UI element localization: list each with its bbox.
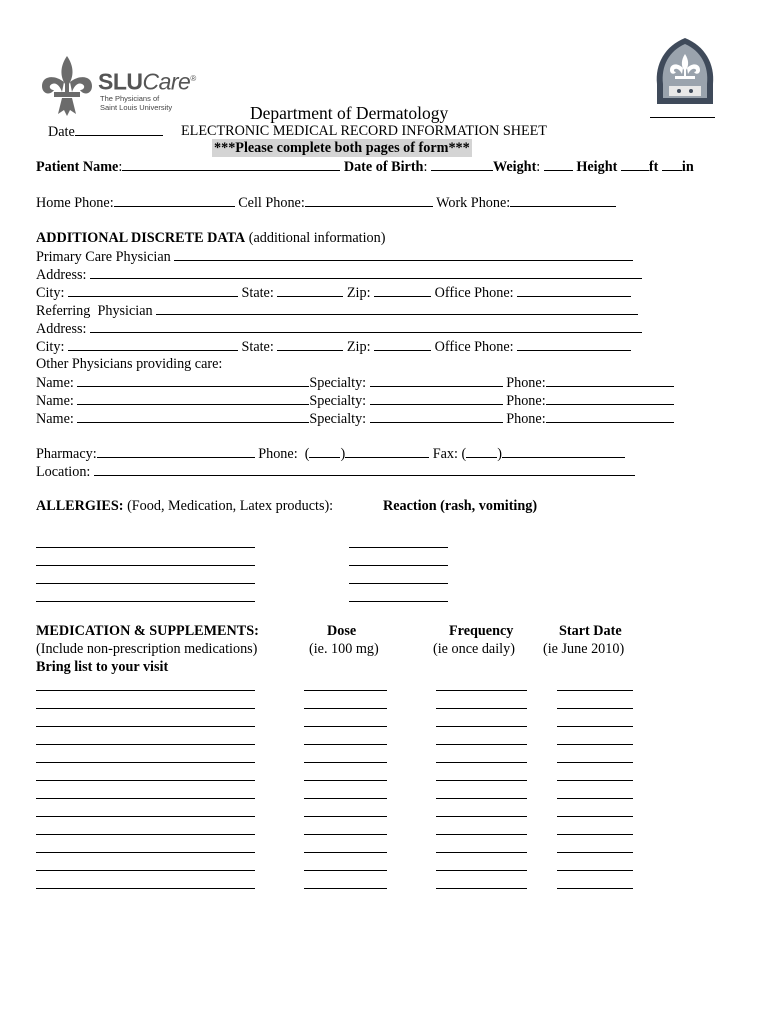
logo-brand-italic: Care — [142, 68, 191, 95]
start-date-field[interactable] — [557, 744, 633, 745]
frequency-field[interactable] — [436, 852, 527, 853]
patient-name-field[interactable] — [122, 157, 340, 171]
weight-field[interactable] — [544, 157, 573, 171]
cell-phone-field[interactable] — [305, 193, 433, 207]
seal-blank — [650, 117, 715, 118]
date-row — [48, 122, 163, 141]
dose-field[interactable] — [304, 816, 387, 817]
patient-row: Patient Name: Date of Birth: Weight: Height ft in — [36, 159, 694, 175]
pcp-office-phone-label: Office Phone: — [434, 285, 514, 301]
frequency-field[interactable] — [436, 834, 527, 835]
frequency-field[interactable] — [436, 708, 527, 709]
medication-name-field[interactable] — [36, 798, 255, 799]
location-row — [36, 462, 635, 481]
dose-field[interactable] — [304, 726, 387, 727]
other-phone-label: Phone: — [506, 375, 546, 391]
allergy-field[interactable] — [36, 565, 255, 566]
dose-example: (ie. 100 mg) — [309, 641, 379, 657]
start-date-field[interactable] — [557, 852, 633, 853]
ref-zip-field[interactable] — [374, 337, 431, 351]
pcp-city-label: City: — [36, 285, 65, 301]
referring-row — [36, 301, 638, 320]
pcp-label: Primary Care Physician — [36, 249, 171, 265]
height-label: Height — [576, 159, 618, 175]
university-seal — [649, 36, 721, 116]
referring-label: Referring Physician — [36, 303, 153, 319]
logo-sub2: Saint Louis University — [100, 103, 173, 112]
dose-field[interactable] — [304, 888, 387, 889]
reaction-heading: Reaction (rash, vomiting) — [383, 498, 538, 514]
other-specialty-label: Specialty: — [309, 393, 367, 409]
other-specialty-label: Specialty: — [309, 411, 367, 427]
ref-city-field[interactable] — [68, 337, 238, 351]
frequency-example: (ie once daily) — [433, 641, 515, 657]
pharmacy-phone-field[interactable] — [345, 444, 429, 458]
frequency-field[interactable] — [436, 870, 527, 871]
other-phone-field[interactable] — [546, 409, 674, 423]
frequency-field[interactable] — [436, 744, 527, 745]
medications-heading: MEDICATION & SUPPLEMENTS: — [36, 623, 259, 639]
dose-field[interactable] — [304, 762, 387, 763]
logo-sub1: The Physicians of — [100, 94, 160, 103]
medication-name-field[interactable] — [36, 780, 255, 781]
home-phone-label: Home Phone: — [36, 195, 114, 211]
pharmacy-fax-field[interactable] — [502, 444, 625, 458]
reaction-field[interactable] — [349, 583, 448, 584]
dose-field[interactable] — [304, 780, 387, 781]
start-date-field[interactable] — [557, 834, 633, 835]
start-date-field[interactable] — [557, 816, 633, 817]
dose-field[interactable] — [304, 870, 387, 871]
medication-name-field[interactable] — [36, 744, 255, 745]
discrete-heading-note: (additional information) — [248, 230, 386, 246]
medication-name-field[interactable] — [36, 708, 255, 709]
medication-name-field[interactable] — [36, 852, 255, 853]
ft-label: ft — [648, 159, 659, 175]
dose-heading: Dose — [327, 623, 357, 639]
medication-name-field[interactable] — [36, 690, 255, 691]
start-date-field[interactable] — [557, 798, 633, 799]
other-physicians-label: Other Physicians providing care: — [36, 356, 223, 372]
logo-brand: SLU — [98, 68, 143, 95]
dose-field[interactable] — [304, 798, 387, 799]
in-label: in — [681, 159, 694, 175]
other-specialty-field[interactable] — [370, 409, 503, 423]
start-date-field[interactable] — [557, 762, 633, 763]
pharmacy-field[interactable] — [97, 444, 255, 458]
pcp-address-field[interactable] — [90, 265, 642, 279]
pharmacy-label: Pharmacy: — [36, 446, 97, 462]
pharmacy-fax-area-field[interactable] — [466, 444, 497, 458]
height-ft-field[interactable] — [621, 157, 649, 171]
ref-address-label: Address: — [36, 321, 87, 337]
pcp-row — [36, 247, 633, 266]
location-field[interactable] — [94, 462, 635, 476]
pcp-zip-label: Zip: — [346, 285, 371, 301]
discrete-heading-row — [36, 229, 385, 247]
discrete-heading: ADDITIONAL DISCRETE DATA — [36, 230, 246, 246]
other-specialty-field[interactable] — [370, 391, 503, 405]
medication-name-field[interactable] — [36, 870, 255, 871]
shield-icon — [649, 36, 721, 116]
frequency-field[interactable] — [436, 690, 527, 691]
other-physician-row — [36, 373, 674, 392]
home-phone-field[interactable] — [114, 193, 235, 207]
other-physician-row — [36, 391, 674, 410]
frequency-field[interactable] — [436, 888, 527, 889]
dose-field[interactable] — [304, 852, 387, 853]
other-name-field[interactable] — [77, 409, 309, 423]
pharmacy-fax-label: Fax: ( — [432, 446, 467, 462]
work-phone-label: Work Phone: — [436, 195, 511, 211]
referring-field[interactable] — [156, 301, 638, 315]
pcp-state-field[interactable] — [277, 283, 343, 297]
height-in-field[interactable] — [662, 157, 682, 171]
fleur-de-lis-icon — [38, 52, 96, 118]
medication-name-field[interactable] — [36, 834, 255, 835]
dose-field[interactable] — [304, 744, 387, 745]
reaction-field[interactable] — [349, 601, 448, 602]
dose-field[interactable] — [304, 690, 387, 691]
other-specialty-field[interactable] — [370, 373, 503, 387]
start-date-heading: Start Date — [559, 623, 622, 639]
other-phone-label: Phone: — [506, 393, 546, 409]
start-date-field[interactable] — [557, 726, 633, 727]
ref-city-label: City: — [36, 339, 65, 355]
allergy-field[interactable] — [36, 547, 255, 548]
pharmacy-row: Pharmacy: Phone: ( ) Fax: ( ) — [36, 444, 625, 463]
other-phone-field[interactable] — [546, 373, 674, 387]
frequency-field[interactable] — [436, 816, 527, 817]
allergy-field[interactable] — [36, 601, 255, 602]
medications-bring-note: Bring list to your visit — [36, 659, 169, 675]
reaction-field[interactable] — [349, 547, 448, 548]
ref-office-phone-label: Office Phone: — [434, 339, 514, 355]
start-date-field[interactable] — [557, 888, 633, 889]
frequency-field[interactable] — [436, 798, 527, 799]
complete-notice: ***Please complete both pages of form*** — [214, 140, 470, 156]
weight-label: Weight — [492, 159, 537, 175]
date-field[interactable] — [75, 122, 163, 136]
pcp-state-label: State: — [241, 285, 274, 301]
start-date-field[interactable] — [557, 690, 633, 691]
start-date-field[interactable] — [557, 870, 633, 871]
cell-phone-label: Cell Phone: — [238, 195, 305, 211]
ref-city-row — [36, 337, 631, 356]
allergies-heading-row — [36, 497, 333, 515]
allergies-heading: ALLERGIES: — [36, 498, 124, 514]
dob-label: Date of Birth — [343, 159, 424, 175]
slucare-logo — [38, 52, 218, 118]
medication-name-field[interactable] — [36, 762, 255, 763]
pcp-office-phone-field[interactable] — [517, 283, 631, 297]
medication-name-field[interactable] — [36, 888, 255, 889]
medication-name-field[interactable] — [36, 816, 255, 817]
pcp-city-field[interactable] — [68, 283, 238, 297]
logo-subtitle — [100, 94, 172, 112]
ref-zip-label: Zip: — [346, 339, 371, 355]
ref-office-phone-field[interactable] — [517, 337, 631, 351]
date-label: Date — [48, 124, 75, 140]
logo-wordmark: SLUCare® — [98, 68, 196, 95]
other-phone-label: Phone: — [506, 411, 546, 427]
other-specialty-label: Specialty: — [309, 375, 367, 391]
other-name-label: Name: — [36, 411, 74, 427]
department-title: Department of Dermatology — [250, 103, 449, 123]
phones-row — [36, 193, 616, 212]
other-name-field[interactable] — [77, 391, 309, 405]
frequency-field[interactable] — [436, 726, 527, 727]
pcp-field[interactable] — [174, 247, 633, 261]
start-date-field[interactable] — [557, 708, 633, 709]
ref-address-field[interactable] — [90, 319, 642, 333]
sheet-title: ELECTRONIC MEDICAL RECORD INFORMATION SHEET — [181, 123, 547, 139]
frequency-field[interactable] — [436, 762, 527, 763]
pcp-address-row — [36, 265, 642, 284]
other-name-label: Name: — [36, 375, 74, 391]
other-name-field[interactable] — [77, 373, 309, 387]
frequency-heading: Frequency — [449, 623, 514, 639]
frequency-field[interactable] — [436, 780, 527, 781]
pharmacy-phone-area-field[interactable] — [309, 444, 340, 458]
other-name-label: Name: — [36, 393, 74, 409]
medication-name-field[interactable] — [36, 726, 255, 727]
pcp-address-label: Address: — [36, 267, 87, 283]
dob-field[interactable] — [431, 157, 493, 171]
medications-subnote: (Include non-prescription medications) — [36, 641, 258, 657]
allergy-field[interactable] — [36, 583, 255, 584]
start-date-field[interactable] — [557, 780, 633, 781]
reaction-field[interactable] — [349, 565, 448, 566]
other-physician-row — [36, 409, 674, 428]
allergies-note: (Food, Medication, Latex products): — [127, 498, 334, 514]
ref-address-row — [36, 319, 642, 338]
location-label: Location: — [36, 464, 91, 480]
patient-name-label: Patient Name — [36, 159, 119, 175]
pcp-zip-field[interactable] — [374, 283, 431, 297]
pharmacy-phone-label: Phone: ( — [258, 446, 310, 462]
ref-state-field[interactable] — [277, 337, 343, 351]
dose-field[interactable] — [304, 708, 387, 709]
dose-field[interactable] — [304, 834, 387, 835]
ref-state-label: State: — [241, 339, 274, 355]
other-phone-field[interactable] — [546, 391, 674, 405]
work-phone-field[interactable] — [510, 193, 616, 207]
pcp-city-row — [36, 283, 631, 302]
start-date-example: (ie June 2010) — [543, 641, 625, 657]
